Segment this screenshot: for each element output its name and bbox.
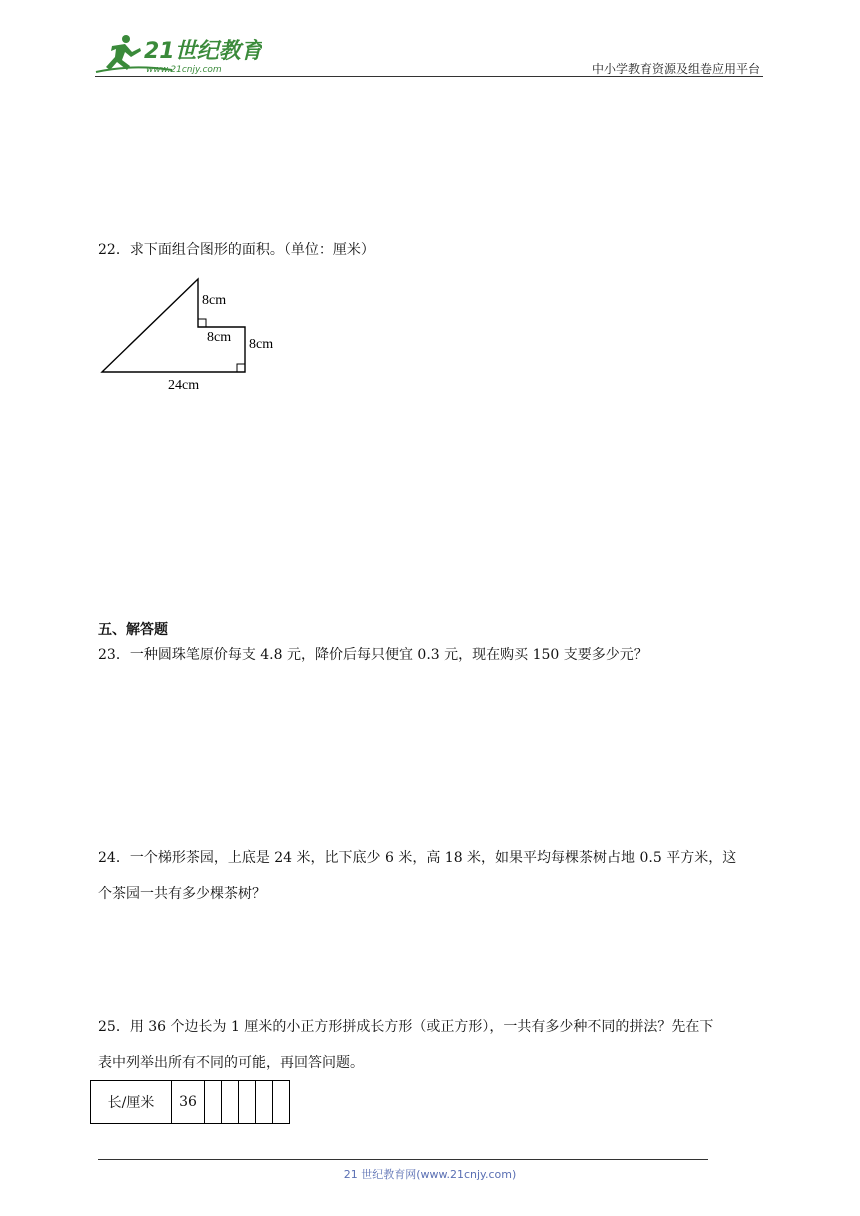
label-top-height: 8cm [202, 293, 227, 308]
site-logo [92, 30, 262, 80]
label-step-width: 8cm [207, 330, 232, 345]
table-cell [239, 1081, 256, 1124]
section-title: 五、解答题 [98, 622, 168, 638]
question-25-line2: 表中列举出所有不同的可能，再回答问题。 [98, 1055, 364, 1071]
logo-graphic [92, 30, 262, 80]
question-22-text: 22．求下面组合图形的面积。（单位：厘米） [98, 242, 375, 258]
question-24-line2: 个茶园一共有多少棵茶树？ [98, 886, 266, 902]
question-23-text: 23．一种圆珠笔原价每支 4.8 元，降价后每只便宜 0.3 元，现在购买 150 支要多少元？ [98, 647, 648, 663]
right-angle-mark-lower [237, 364, 245, 372]
table-cell [205, 1081, 222, 1124]
table-cell: 36 [172, 1081, 205, 1124]
table-row [91, 1081, 290, 1124]
footer-divider [98, 1159, 708, 1160]
logo-text: 21世纪教育 [144, 39, 262, 64]
right-angle-mark-upper [198, 319, 206, 327]
composite-figure [96, 272, 296, 397]
logo-url: www.21cnjy.com [146, 65, 222, 75]
header-divider [95, 76, 763, 77]
label-bottom: 24cm [168, 378, 200, 393]
table-cell [222, 1081, 239, 1124]
platform-name: 中小学教育资源及组卷应用平台 [591, 62, 760, 76]
length-table [90, 1080, 290, 1124]
table-cell [273, 1081, 290, 1124]
table-cell [256, 1081, 273, 1124]
question-24-line1: 24．一个梯形茶园，上底是 24 米，比下底少 6 米，高 18 米，如果平均每棵茶树占地 0.5 平方米，这 [98, 850, 737, 866]
question-25-line1: 25．用 36 个边长为 1 厘米的小正方形拼成长方形（或正方形），一共有多少种不同的拼法？先在下 [98, 1019, 714, 1035]
footer-link[interactable]: 21 世纪教育网(www.21cnjy.com) [343, 1168, 517, 1181]
table-header-cell: 长/厘米 [91, 1081, 172, 1124]
label-right-height: 8cm [249, 337, 274, 352]
